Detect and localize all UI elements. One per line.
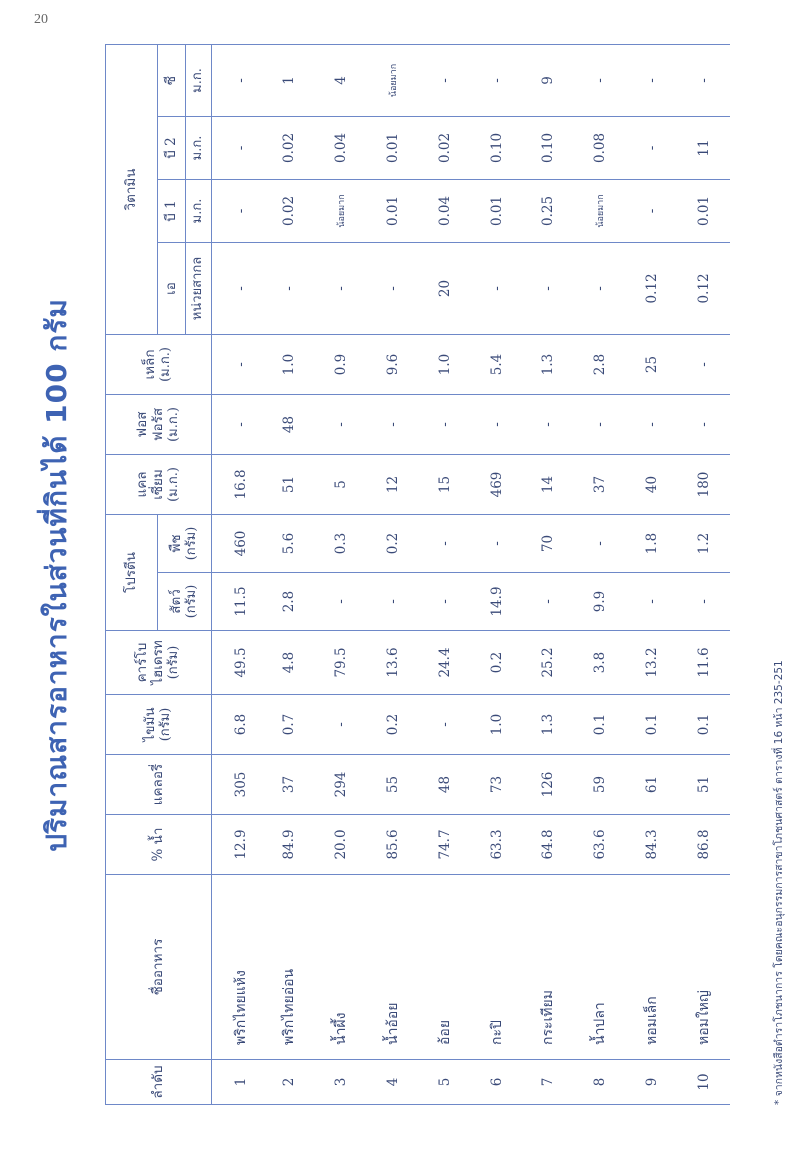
header-protein-plant: [158, 514, 212, 572]
cell-vit-a: -: [367, 242, 419, 334]
header-fat: [106, 695, 212, 755]
cell-calcium: 40: [626, 454, 678, 514]
header-calcium-label: แคล: [134, 471, 151, 498]
cell-calorie: 37: [263, 755, 315, 815]
cell-vit-b1: น้อยมาก: [574, 179, 626, 242]
cell-carb: 49.5: [212, 631, 264, 695]
header-vit-b2-unit: ม.ก.: [186, 116, 212, 179]
header-carb-label: คาร์โบ: [134, 642, 151, 683]
cell-calorie: 294: [315, 755, 367, 815]
cell-vit-c: 1: [263, 44, 315, 116]
cell-vit-a: 0.12: [626, 242, 678, 334]
cell-vit-b2: 0.10: [523, 116, 575, 179]
cell-water: 63.6: [574, 815, 626, 875]
cell-vit-b2: -: [626, 116, 678, 179]
header-vit-b1: บี 1: [158, 179, 186, 242]
header-water: % น้ำ: [106, 815, 212, 875]
cell-vit-a: 20: [419, 242, 471, 334]
cell-calorie: 51: [678, 755, 730, 815]
cell-calorie: 48: [419, 755, 471, 815]
cell-water: 85.6: [367, 815, 419, 875]
cell-iron: 1.3: [523, 334, 575, 394]
cell-carb: 11.6: [678, 631, 730, 695]
table-row: [212, 44, 264, 1104]
cell-prot-plant: 460: [212, 514, 264, 572]
cell-prot-animal: -: [315, 573, 367, 631]
cell-water: 64.8: [523, 815, 575, 875]
cell-vit-c: -: [212, 44, 264, 116]
cell-iron: -: [212, 334, 264, 394]
header-protein-animal-label: สัตว์: [167, 589, 184, 614]
cell-calorie: 55: [367, 755, 419, 815]
cell-vit-b1: 0.01: [678, 179, 730, 242]
cell-calcium: 15: [419, 454, 471, 514]
cell-phos: -: [678, 394, 730, 454]
cell-fat: -: [315, 695, 367, 755]
cell-water: 86.8: [678, 815, 730, 875]
cell-calcium: 12: [367, 454, 419, 514]
cell-water: 84.3: [626, 815, 678, 875]
cell-name: น้ำอ้อย: [367, 875, 419, 1060]
cell-fat: 1.0: [471, 695, 523, 755]
cell-calorie: 126: [523, 755, 575, 815]
cell-vit-b2: -: [212, 116, 264, 179]
cell-vit-a: -: [212, 242, 264, 334]
cell-vit-a: -: [315, 242, 367, 334]
cell-water: 63.3: [471, 815, 523, 875]
cell-vit-c: 4: [315, 44, 367, 116]
header-carb: [106, 631, 212, 695]
cell-phos: -: [419, 394, 471, 454]
header-calcium-sub: เซี่ยม: [149, 469, 166, 500]
header-calcium: [106, 454, 212, 514]
header-name: ชื่ออาหาร: [106, 875, 212, 1060]
header-iron-unit: (ม.ก.): [158, 347, 174, 382]
cell-carb: 13.6: [367, 631, 419, 695]
table-row: [574, 44, 626, 1104]
cell-vit-c: น้อยมาก: [367, 44, 419, 116]
cell-phos: -: [574, 394, 626, 454]
cell-prot-animal: 9.9: [574, 573, 626, 631]
header-vit-a: เอ: [158, 242, 186, 334]
header-vit-c-unit: ม.ก.: [186, 44, 212, 116]
header-vit-c: ซี: [158, 44, 186, 116]
cell-prot-animal: -: [678, 573, 730, 631]
cell-vit-b1: 0.01: [367, 179, 419, 242]
cell-prot-animal: -: [523, 573, 575, 631]
cell-prot-plant: -: [574, 514, 626, 572]
header-iron-label: เหล็ก: [141, 349, 158, 380]
cell-name: น้ำผึ้ง: [315, 875, 367, 1060]
cell-fat: 0.1: [626, 695, 678, 755]
header-fat-unit: (กรัม): [158, 707, 174, 742]
rotated-content: [40, 45, 785, 1105]
cell-prot-animal: -: [367, 573, 419, 631]
cell-no: 10: [678, 1060, 730, 1105]
cell-prot-plant: 1.8: [626, 514, 678, 572]
cell-no: 9: [626, 1060, 678, 1105]
cell-water: 12.9: [212, 815, 264, 875]
cell-vit-c: -: [574, 44, 626, 116]
cell-phos: -: [367, 394, 419, 454]
cell-name: กะปิ: [471, 875, 523, 1060]
cell-vit-b1: -: [626, 179, 678, 242]
cell-fat: -: [419, 695, 471, 755]
cell-prot-plant: -: [419, 514, 471, 572]
cell-carb: 0.2: [471, 631, 523, 695]
cell-phos: -: [212, 394, 264, 454]
cell-vit-b2: 0.01: [367, 116, 419, 179]
header-no: ลำดับ: [106, 1060, 212, 1105]
cell-iron: 9.6: [367, 334, 419, 394]
table-row: [523, 44, 575, 1104]
cell-calorie: 73: [471, 755, 523, 815]
cell-calcium: 14: [523, 454, 575, 514]
cell-phos: -: [471, 394, 523, 454]
cell-vit-c: -: [626, 44, 678, 116]
cell-carb: 4.8: [263, 631, 315, 695]
cell-calcium: 16.8: [212, 454, 264, 514]
cell-vit-b2: 0.02: [419, 116, 471, 179]
table-row: [678, 44, 730, 1104]
cell-iron: 0.9: [315, 334, 367, 394]
table-row: [626, 44, 678, 1104]
header-protein-animal: [158, 573, 212, 631]
cell-no: 8: [574, 1060, 626, 1105]
cell-phos: 48: [263, 394, 315, 454]
cell-prot-animal: -: [626, 573, 678, 631]
cell-carb: 25.2: [523, 631, 575, 695]
header-carb-unit: (กรัม): [166, 645, 182, 680]
cell-iron: 5.4: [471, 334, 523, 394]
cell-prot-animal: -: [419, 573, 471, 631]
cell-calorie: 59: [574, 755, 626, 815]
cell-vit-b1: น้อยมาก: [315, 179, 367, 242]
nutrition-table: [105, 44, 730, 1105]
cell-name: น้ำปลา: [574, 875, 626, 1060]
cell-no: 5: [419, 1060, 471, 1105]
header-calcium-unit: (ม.ก.): [166, 467, 182, 502]
header-protein-plant-unit: (กรัม): [184, 526, 200, 561]
cell-vit-b2: 11: [678, 116, 730, 179]
cell-no: 3: [315, 1060, 367, 1105]
page-title: ปริมาณสารอาหารในส่วนที่กินได้ 100 กรัม: [40, 298, 73, 852]
cell-prot-plant: 70: [523, 514, 575, 572]
cell-vit-c: -: [419, 44, 471, 116]
cell-vit-b1: 0.02: [263, 179, 315, 242]
header-vitamin: วิตามิน: [106, 44, 158, 334]
cell-carb: 13.2: [626, 631, 678, 695]
header-fat-label: ไขมัน: [141, 707, 158, 742]
table-row: [263, 44, 315, 1104]
cell-carb: 79.5: [315, 631, 367, 695]
header-calorie: แคลอรี่: [106, 755, 212, 815]
cell-vit-b2: 0.02: [263, 116, 315, 179]
cell-water: 74.7: [419, 815, 471, 875]
cell-prot-plant: 0.2: [367, 514, 419, 572]
header-carb-sub: ไฮเดรท: [149, 640, 166, 685]
cell-calcium: 469: [471, 454, 523, 514]
cell-vit-b2: 0.10: [471, 116, 523, 179]
cell-vit-b2: 0.08: [574, 116, 626, 179]
cell-no: 6: [471, 1060, 523, 1105]
page-number: 20: [34, 12, 48, 27]
cell-name: กระเทียม: [523, 875, 575, 1060]
cell-name: อ้อย: [419, 875, 471, 1060]
cell-name: หอมเล็ก: [626, 875, 678, 1060]
cell-vit-a: -: [471, 242, 523, 334]
cell-prot-plant: 1.2: [678, 514, 730, 572]
cell-vit-c: -: [678, 44, 730, 116]
header-iron: [106, 334, 212, 394]
cell-name: พริกไทยแห้ง: [212, 875, 264, 1060]
table-row: [419, 44, 471, 1104]
header-phos-unit: (ม.ก.): [166, 407, 182, 442]
cell-iron: 25: [626, 334, 678, 394]
cell-calorie: 305: [212, 755, 264, 815]
header-phos-label: ฟอส: [134, 411, 151, 438]
cell-fat: 0.7: [263, 695, 315, 755]
cell-fat: 0.1: [678, 695, 730, 755]
cell-iron: 1.0: [263, 334, 315, 394]
cell-fat: 0.1: [574, 695, 626, 755]
cell-vit-a: 0.12: [678, 242, 730, 334]
cell-prot-animal: 11.5: [212, 573, 264, 631]
cell-calorie: 61: [626, 755, 678, 815]
cell-calcium: 37: [574, 454, 626, 514]
cell-fat: 1.3: [523, 695, 575, 755]
header-vit-a-unit: หน่วยสากล: [186, 242, 212, 334]
cell-vit-a: -: [523, 242, 575, 334]
cell-no: 1: [212, 1060, 264, 1105]
cell-vit-b1: 0.04: [419, 179, 471, 242]
cell-water: 84.9: [263, 815, 315, 875]
cell-iron: 2.8: [574, 334, 626, 394]
cell-phos: -: [523, 394, 575, 454]
cell-name: พริกไทยอ่อน: [263, 875, 315, 1060]
header-phos: [106, 394, 212, 454]
cell-vit-a: -: [263, 242, 315, 334]
cell-phos: -: [315, 394, 367, 454]
cell-no: 7: [523, 1060, 575, 1105]
cell-no: 4: [367, 1060, 419, 1105]
cell-vit-b2: 0.04: [315, 116, 367, 179]
cell-carb: 24.4: [419, 631, 471, 695]
cell-vit-a: -: [574, 242, 626, 334]
cell-phos: -: [626, 394, 678, 454]
cell-calcium: 5: [315, 454, 367, 514]
cell-carb: 3.8: [574, 631, 626, 695]
cell-vit-b1: 0.01: [471, 179, 523, 242]
cell-prot-plant: -: [471, 514, 523, 572]
header-vit-b1-unit: ม.ก.: [186, 179, 212, 242]
table-row: [367, 44, 419, 1104]
cell-prot-plant: 0.3: [315, 514, 367, 572]
cell-calcium: 180: [678, 454, 730, 514]
cell-calcium: 51: [263, 454, 315, 514]
cell-prot-animal: 2.8: [263, 573, 315, 631]
cell-water: 20.0: [315, 815, 367, 875]
header-vit-b2: บี 2: [158, 116, 186, 179]
cell-vit-b1: 0.25: [523, 179, 575, 242]
cell-prot-animal: 14.9: [471, 573, 523, 631]
cell-vit-c: -: [471, 44, 523, 116]
header-protein-plant-label: พืช: [167, 534, 184, 553]
table-body: [212, 44, 731, 1104]
cell-vit-b1: -: [212, 179, 264, 242]
cell-vit-c: 9: [523, 44, 575, 116]
cell-no: 2: [263, 1060, 315, 1105]
cell-name: หอมใหญ่: [678, 875, 730, 1060]
table-row: [471, 44, 523, 1104]
cell-fat: 0.2: [367, 695, 419, 755]
cell-iron: -: [678, 334, 730, 394]
header-protein-animal-unit: (กรัม): [184, 584, 200, 619]
cell-prot-plant: 5.6: [263, 514, 315, 572]
header-phos-sub: ฟอรัส: [149, 407, 166, 442]
cell-iron: 1.0: [419, 334, 471, 394]
table-row: [315, 44, 367, 1104]
footnote: * จากหนังสือตำราโภชนาการ โดยคณะอนุกรรมการสาขาโภชนศาสตร์ ตารางที่ 16 หน้า 235-251: [773, 660, 785, 1105]
header-protein: โปรตีน: [106, 514, 158, 630]
cell-fat: 6.8: [212, 695, 264, 755]
